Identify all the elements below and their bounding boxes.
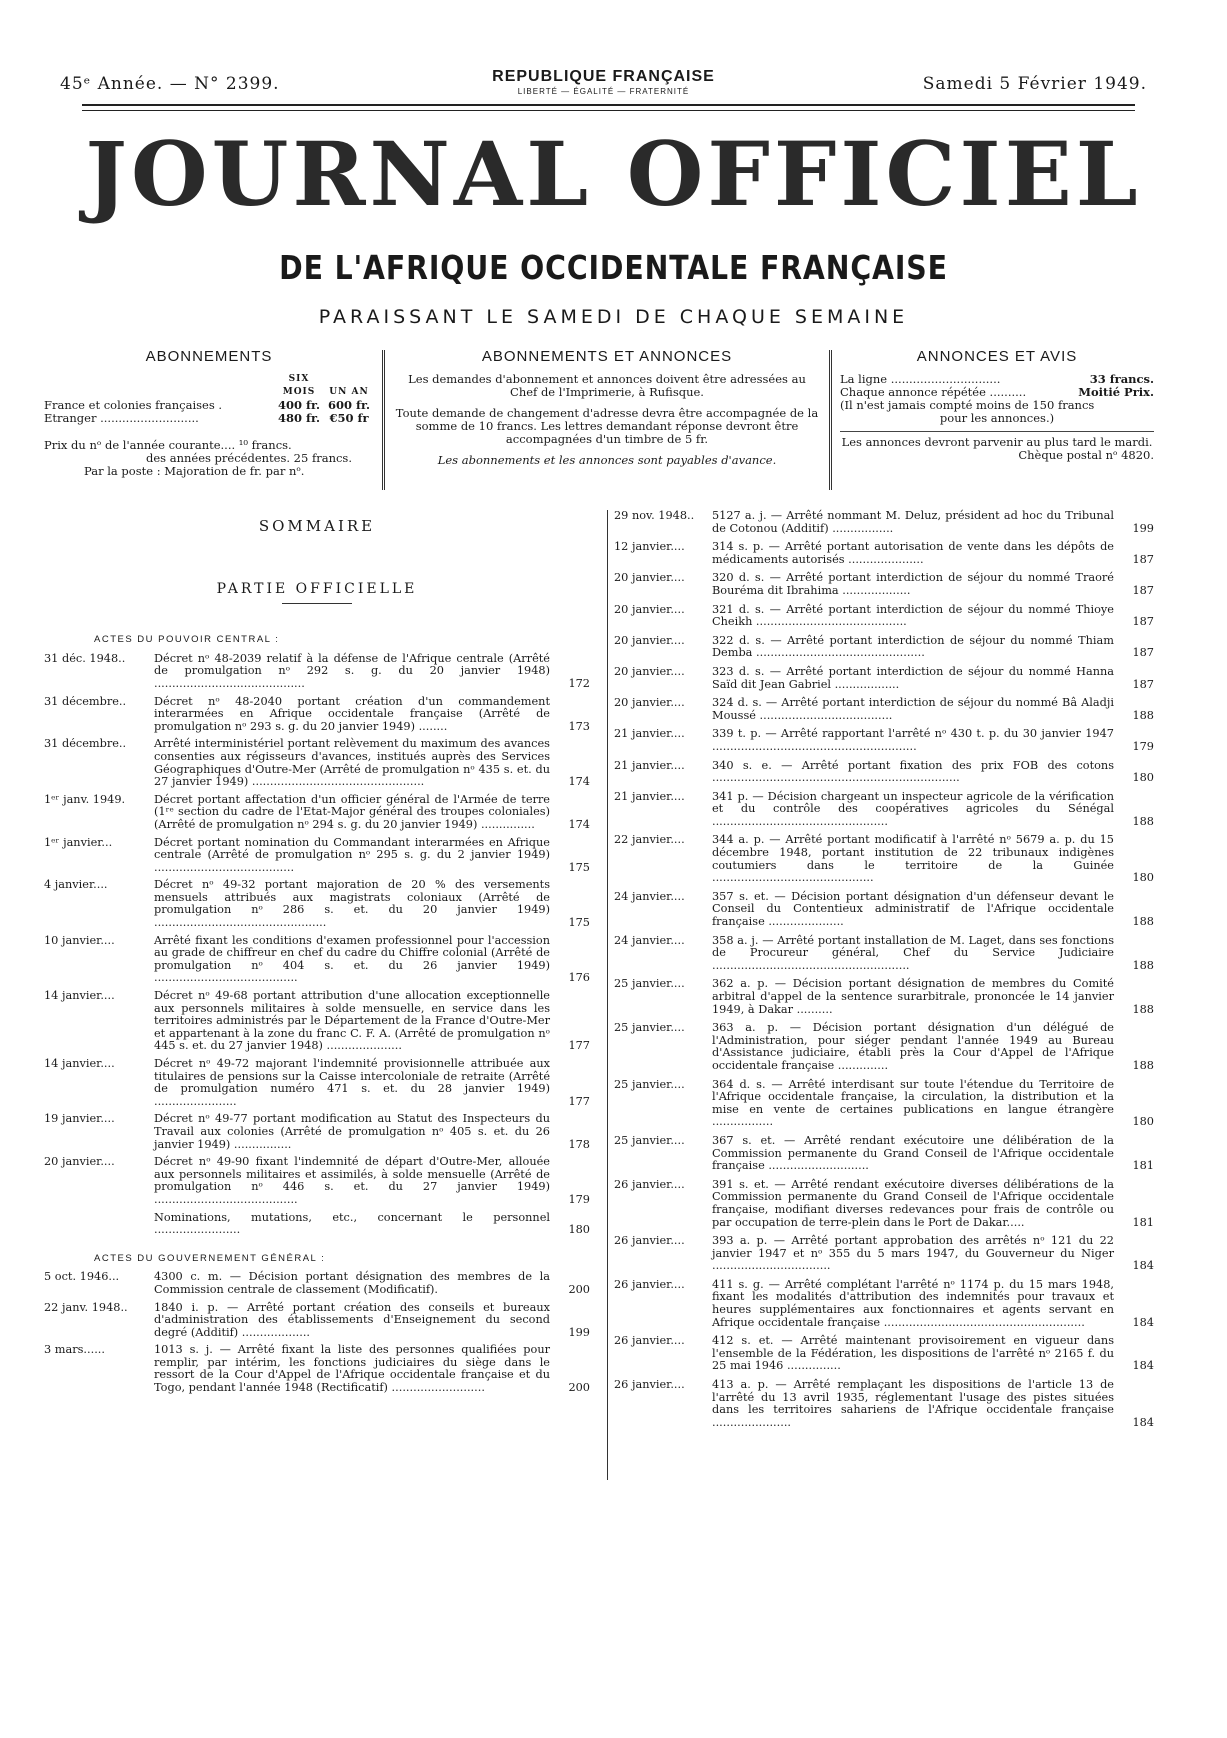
entry-page: 175 [568, 860, 590, 874]
sommaire-entry [614, 1279, 1154, 1329]
entry-text: 412 s. et. — Arrêté maintenant provisoirement en vigueur dans l'ensemble de la Fédération, les dispositions de l'arrêté nᵒ 2165 f. du 25 mai 1946 ............... [712, 1334, 1114, 1373]
sommaire-entry [44, 990, 590, 1053]
entry-date: 26 janvier.... [614, 1178, 685, 1191]
entry-text: 367 s. et. — Arrêté rendant exécutoire une délibération de la Commission permanente du Grand Conseil de l'Afrique occidentale française ............................ [712, 1133, 1114, 1173]
entry-page: 200 [568, 1381, 590, 1395]
entry-text: 5127 a. j. — Arrêté nommant M. Deluz, président ad hoc du Tribunal de Cotonou (Additif) ................. [712, 509, 1114, 535]
sommaire-entry [614, 1179, 1154, 1229]
entry-text: Décret nᵒ 48-2039 relatif à la défense de l'Afrique centrale (Arrêté de promulgation nᵒ 292 s. g. du 20 janvier 1948) .......................................... [154, 651, 550, 690]
entry-page: 188 [1132, 1002, 1154, 1016]
issue-number: 45ᵉ Année. — N° 2399. [60, 74, 280, 94]
entry-date: 5 oct. 1946... [44, 1271, 120, 1284]
entry-date: 20 janvier.... [614, 572, 685, 585]
sommaire-entry [44, 837, 590, 875]
entry-page: 184 [1132, 1415, 1154, 1429]
abonnements-box [44, 350, 374, 490]
entry-page: 184 [1132, 1259, 1154, 1273]
entry-page: 177 [568, 1039, 590, 1053]
entry-date: 31 décembre.. [44, 695, 127, 708]
entry-page: 180 [1132, 1115, 1154, 1129]
sommaire-entry [44, 1344, 590, 1394]
sommaire-columns [44, 510, 1154, 1510]
entry-page: 188 [1132, 708, 1154, 722]
entry-text: 413 a. p. — Arrêté remplaçant les dispositions de l'article 13 de l'arrêté du 13 avril 1935, réglementant l'usage des pistes situées dans les territoires sahariens de l'Afrique occidentale française ...................... [712, 1378, 1114, 1429]
abonnement-row: Etranger ........................... 480 fr. €50 fr [44, 411, 369, 425]
masthead-tagline: PARAISSANT LE SAMEDI DE CHAQUE SEMAINE [318, 306, 909, 328]
entry-page: 181 [1132, 1215, 1154, 1229]
entry-text: 4300 c. m. — Décision portant désignation des membres de la Commission centrale de classement (Modificatif). [154, 1270, 550, 1296]
entries-list [44, 1271, 590, 1394]
entry-date: 21 janvier.... [614, 790, 685, 803]
sommaire-entry [44, 1113, 590, 1151]
entry-page: 199 [568, 1325, 590, 1339]
sommaire-entry [614, 697, 1154, 722]
sommaire-entry [44, 738, 590, 788]
entry-date: 10 janvier.... [44, 934, 115, 947]
entry-date: 25 janvier.... [614, 1134, 685, 1147]
entry-date: 14 janvier.... [44, 990, 115, 1003]
price-line: des années précédentes. 25 francs. [146, 451, 352, 465]
entry-text: 393 a. p. — Arrêté portant approbation des arrêtés nᵒ 121 du 22 janvier 1947 et nᵒ 355 du 5 mars 1947, du Gouverneur du Niger ................................. [712, 1234, 1114, 1273]
entry-date: 24 janvier.... [614, 934, 685, 947]
entry-text: Décret nᵒ 49-68 portant attribution d'une allocation exceptionnelle aux personnels militaires à solde mensuelle, en service dans les territoires administrés par le Département de la France d'Outre-Mer et appartenant à la zone du franc C. F. A. (Arrêté de promulgation nᵒ 445 s. et. du 27 janvier 1948) ..................... [154, 989, 550, 1053]
sommaire-entry [614, 604, 1154, 629]
entry-page: 200 [568, 1282, 590, 1296]
entry-page: 187 [1132, 583, 1154, 597]
entry-text: 341 p. — Décision chargeant un inspecteur agricole de la vérification et du contrôle des coopératives agricoles du Sénégal ................................................. [712, 789, 1114, 828]
entry-page: 177 [568, 1094, 590, 1108]
delai-text: Les annonces devront parvenir au plus tard le mardi. [840, 431, 1154, 449]
entry-page: 199 [1132, 521, 1154, 535]
annonces-avis-heading: ANNONCES ET AVIS [916, 348, 1078, 365]
entry-text: Décret portant nomination du Commandant interarmées en Afrique centrale (Arrêté de promulgation nᵒ 295 s. g. du 2 janvier 1949) ....................................... [154, 835, 550, 874]
entries-list [44, 653, 590, 1237]
entry-page: 179 [568, 1192, 590, 1206]
entry-page: 180 [1132, 871, 1154, 885]
entry-page: 187 [1132, 615, 1154, 629]
abonnements-col-headers [44, 373, 374, 399]
entry-text: 314 s. p. — Arrêté portant autorisation de vente dans les dépôts de médicaments autorisés ..................... [712, 540, 1114, 566]
masthead-title: JOURNAL OFFICIEL [85, 122, 1142, 226]
republic-name: REPUBLIQUE FRANÇAISE [492, 68, 715, 85]
sommaire-entry [44, 794, 590, 832]
entry-page: 184 [1132, 1315, 1154, 1329]
entry-text: 340 s. e. — Arrêté portant fixation des prix FOB des cotons ..................................................................... [712, 758, 1114, 785]
entry-date: 31 déc. 1948.. [44, 652, 126, 665]
entry-date [44, 1212, 154, 1237]
entry-date: 12 janvier.... [614, 541, 685, 554]
entry-page: 188 [1132, 814, 1154, 828]
tarif-note: (Il n'est jamais compté moins de 150 francs [840, 398, 1095, 412]
partie-officielle-title: PARTIE OFFICIELLE [216, 580, 418, 597]
sommaire-entry [44, 1156, 590, 1206]
sommaire-entry [44, 696, 590, 734]
entry-date: 1ᵉʳ janvier... [44, 836, 113, 849]
entry-date: 26 janvier.... [614, 1335, 685, 1348]
entry-page: 174 [568, 817, 590, 831]
entry-date: 19 janvier.... [44, 1113, 115, 1126]
entry-page: 187 [1132, 646, 1154, 660]
entry-text: 1013 s. j. — Arrêté fixant la liste des personnes qualifiées pour remplir, par intérim, les fonctions judiciaires du siège dans le ressort de la Cour d'Appel de l'Afrique occidentale française et du Togo, pendant l'année 1948 (Rectificatif) .......................... [154, 1343, 550, 1395]
tarif-note: pour les annonces.) [939, 411, 1055, 425]
entry-text: Décret nᵒ 49-90 fixant l'indemnité de départ d'Outre-Mer, allouée aux personnels militaires et assimilés, à solde mensuelle (Arrêté de promulgation nᵒ 446 s. et. du 27 janvier 1949) ........................................ [154, 1155, 550, 1206]
sommaire-entry [614, 891, 1154, 929]
entry-page: 178 [568, 1137, 590, 1151]
entry-date: 3 mars...... [44, 1344, 105, 1357]
sommaire-entry [614, 1022, 1154, 1072]
sommaire-entry [614, 635, 1154, 660]
entry-page: 187 [1132, 552, 1154, 566]
sommaire-entry [614, 1079, 1154, 1129]
entry-date: 26 janvier.... [614, 1278, 685, 1291]
sommaire-entry [614, 728, 1154, 753]
top-line [60, 68, 1147, 98]
price-line: Par la poste : Majoration de fr. par nᵒ. [84, 464, 305, 478]
entry-text: Arrêté fixant les conditions d'examen professionnel pour l'accession au grade de chiffreur en chef du cadre du Chiffre colonial (Arrêté de promulgation nᵒ 404 s. et. du 26 janvier 1949) ........................................ [154, 933, 550, 985]
entry-text: 339 t. p. — Arrêté rapportant l'arrêté nᵒ 430 t. p. du 30 janvier 1947 ......................................................... [712, 727, 1114, 753]
annonces-paragraph: Les demandes d'abonnement et annonces doivent être adressées au Chef de l'Imprimerie, à Rufisque. [408, 372, 806, 399]
annonces-avis-box [840, 350, 1154, 490]
sommaire-left-column [44, 510, 590, 1400]
entry-date: 25 janvier.... [614, 978, 685, 991]
entry-text: Décret nᵒ 49-77 portant modification au Statut des Inspecteurs du Travail aux colonies (Arrêté de promulgation nᵒ 405 s. et. du 26 janvier 1949) ................ [154, 1112, 550, 1151]
header-rule-bottom [82, 110, 1135, 111]
entry-text: 344 a. p. — Arrêté portant modificatif à l'arrêté nᵒ 5679 a. p. du 15 décembre 1948, portant institution de 22 tribunaux indigènes coutumiers dans le territoire de la Guinée ............................................. [712, 833, 1114, 885]
entry-text: Décret nᵒ 48-2040 portant création d'un commandement interarmées en Afrique occidentale française (Arrêté de promulgation nᵒ 293 s. g. du 20 janvier 1949) ........ [154, 694, 550, 733]
entry-text: 321 d. s. — Arrêté portant interdiction de séjour du nommé Thioye Cheikh .......................................... [712, 602, 1114, 629]
sommaire-entry [614, 1235, 1154, 1273]
sommaire-entry [614, 935, 1154, 973]
entry-text: 363 a. p. — Décision portant désignation d'un délégué de l'Administration, pour siéger pendant l'année 1949 au Bureau d'Assistance judiciaire, établi près la Cour d'Appel de l'Afrique occidentale française .............. [712, 1021, 1114, 1072]
sommaire-entry [44, 1212, 590, 1237]
section-heading: ACTES DU GOUVERNEMENT GÉNÉRAL : [94, 1252, 326, 1264]
entry-text: 323 d. s. — Arrêté portant interdiction de séjour du nommé Hanna Saïd dit Jean Gabriel .................. [712, 664, 1114, 691]
entry-date: 22 janv. 1948.. [44, 1301, 128, 1314]
sommaire-entry [614, 510, 1154, 535]
section-heading: ACTES DU POUVOIR CENTRAL : [94, 634, 280, 646]
sommaire-right-column [607, 510, 1154, 1480]
entry-text: Décret nᵒ 49-32 portant majoration de 20 % des versements mensuels attribués aux magistrats coloniaux (Arrêté de promulgation nᵒ 286 s. et. du 20 janvier 1949) ................................................ [154, 878, 550, 930]
annonces-paragraph: Toute demande de changement d'adresse devra être accompagnée de la somme de 10 francs. Les lettres demandant réponse devront être accompagnées d'un timbre de 5 fr. [395, 406, 819, 446]
entry-text: Décret portant affectation d'un officier général de l'Armée de terre (1ʳᵉ section du cadre de l'Etat-Major général des troupes coloniales) (Arrêté de promulgation nᵒ 294 s. g. du 20 janvier 1949) ............... [154, 792, 550, 831]
col-un-an: UN AN [329, 387, 369, 397]
entry-date: 26 janvier.... [614, 1235, 685, 1248]
abonnements-heading: ABONNEMENTS [145, 348, 273, 365]
sommaire-entry [614, 1379, 1154, 1429]
entry-date: 22 janvier.... [614, 834, 685, 847]
entry-date: 20 janvier.... [614, 634, 685, 647]
entry-text: 411 s. g. — Arrêté complétant l'arrêté nᵒ 1174 p. du 15 mars 1948, fixant les modalités d'attribution des indemnités pour travaux et heures supplémentaires aux fonctionnaires et agents servant en Afrique occidentale française ........................................................ [712, 1277, 1114, 1329]
entry-text: 391 s. et. — Arrêté rendant exécutoire diverses délibérations de la Commission permanente du Grand Conseil de l'Afrique occidentale française, modifiant diverses redevances pour frais de contrôle ou par occupation de terre-plein dans le Port de Dakar..... [712, 1177, 1114, 1229]
entry-date: 21 janvier.... [614, 759, 685, 772]
entry-page: 174 [568, 775, 590, 789]
sommaire-entry [614, 834, 1154, 884]
sommaire-entry [44, 653, 590, 691]
entry-text: Nominations, mutations, etc., concernant le personnel ........................ [154, 1210, 550, 1237]
abonnement-row: France et colonies françaises . 400 fr. 600 fr. [44, 398, 370, 412]
issue-date: Samedi 5 Février 1949. [922, 74, 1147, 94]
entry-date: 20 janvier.... [44, 1156, 115, 1169]
sommaire-entry [614, 666, 1154, 691]
sommaire-entry [614, 572, 1154, 597]
subscription-boxes [44, 350, 1154, 490]
entry-text: 322 d. s. — Arrêté portant interdiction de séjour du nommé Thiam Demba ............................................... [712, 633, 1114, 660]
entry-page: 188 [1132, 1058, 1154, 1072]
sommaire-entry [44, 935, 590, 985]
sommaire-entry [614, 1335, 1154, 1373]
tarif-row: La ligne .............................. 33 francs. [840, 372, 1154, 386]
entry-date: 29 nov. 1948.. [614, 510, 695, 522]
sommaire-entry [614, 760, 1154, 785]
abonnements-annonces-heading: ABONNEMENTS ET ANNONCES [481, 348, 733, 365]
entry-text: 364 d. s. — Arrêté interdisant sur toute l'étendue du Territoire de l'Afrique occidentale française, la circulation, la distribution et la mise en vente de certaines publications en langue étrangère ................. [712, 1077, 1114, 1129]
republic-motto: LIBERTÉ — ÉGALITÉ — FRATERNITÉ [517, 87, 690, 96]
abonnements-annonces-box [382, 350, 832, 490]
entry-date: 21 janvier.... [614, 728, 685, 741]
entry-page: 176 [568, 971, 590, 985]
entry-date: 14 janvier.... [44, 1058, 115, 1070]
entry-text: 1840 i. p. — Arrêté portant création des conseils et bureaux d'administration des établissements d'Enseignement du second degré (Additif) ................... [154, 1300, 550, 1339]
tarif-row: Chaque annonce répétée .......... Moitié Prix. [840, 385, 1154, 399]
entry-text: 320 d. s. — Arrêté portant interdiction de séjour du nommé Traoré Bouréma dit Ibrahima ................... [712, 571, 1114, 597]
entry-text: 324 d. s. — Arrêté portant interdiction de séjour du nommé Bâ Aladji Moussé ..................................... [712, 696, 1114, 722]
sommaire-entry [614, 1135, 1154, 1173]
entry-date: 31 décembre.. [44, 738, 127, 751]
entry-page: 181 [1132, 1159, 1154, 1173]
annonces-paragraph: Les abonnements et les annonces sont payables d'avance. [437, 453, 777, 467]
col-six-mois: SIX MOIS [282, 374, 316, 397]
short-rule [282, 603, 352, 604]
sommaire-entry [44, 1271, 590, 1296]
entry-page: 173 [568, 719, 590, 733]
sommaire-entry [44, 879, 590, 929]
entry-page: 179 [1132, 739, 1154, 753]
sommaire-entry [44, 1302, 590, 1340]
entry-text: 357 s. et. — Décision portant désignation d'un défenseur devant le Conseil du Contentieux administratif de l'Afrique occidentale française ..................... [712, 889, 1114, 929]
entry-date: 20 janvier.... [614, 665, 685, 678]
entry-text: Décret nᵒ 49-72 majorant l'indemnité provisionnelle attribuée aux titulaires de pensions sur la Caisse intercoloniale de retraite (Arrêté de promulgation numéro 471 s. et. du 28 janvier 1949) ....................... [154, 1057, 550, 1108]
entry-page: 172 [568, 676, 590, 690]
entry-date: 25 janvier.... [614, 1022, 685, 1035]
entry-date: 20 janvier.... [614, 603, 685, 616]
entry-date: 1ᵉʳ janv. 1949. [44, 793, 126, 806]
masthead-subtitle: DE L'AFRIQUE OCCIDENTALE FRANÇAISE [279, 248, 948, 287]
sommaire-title: SOMMAIRE [258, 517, 376, 535]
sommaire-entry [614, 791, 1154, 829]
entry-page: 184 [1132, 1359, 1154, 1373]
entry-page: 188 [1132, 958, 1154, 972]
cheque-postal: Chèque postal nᵒ 4820. [1018, 448, 1154, 462]
sommaire-entry [614, 978, 1154, 1016]
entry-date: 20 janvier.... [614, 697, 685, 710]
entry-text: Arrêté interministériel portant relèvement du maximum des avances consenties aux régisseurs d'avances, institués auprès des Services Géographiques d'Outre-Mer (Arrêté de promulgation nᵒ 435 s. et. du 27 janvier 1949) ................................................ [154, 737, 550, 789]
entry-date: 24 janvier.... [614, 890, 685, 903]
entry-date: 26 janvier.... [614, 1379, 685, 1392]
entry-page: 188 [1132, 915, 1154, 929]
sommaire-entry [614, 541, 1154, 566]
header-rule-top [82, 104, 1135, 106]
entry-date: 4 janvier.... [44, 879, 108, 892]
entries-list [614, 510, 1154, 1429]
entry-date: 25 janvier.... [614, 1078, 685, 1091]
price-line: Prix du nᵒ de l'année courante.... ¹⁰ francs. [44, 438, 292, 452]
entry-page: 180 [568, 1223, 590, 1237]
entry-page: 175 [568, 916, 590, 930]
entry-page: 180 [1132, 771, 1154, 785]
entry-text: 362 a. p. — Décision portant désignation de membres du Comité arbitral d'appel de la sentence surarbitrale, prononcée le 14 janvier 1949, à Dakar .......... [712, 977, 1114, 1016]
entry-page: 187 [1132, 677, 1154, 691]
entry-text: 358 a. j. — Arrêté portant installation de M. Laget, dans ses fonctions de Procureur général, Chef du Service Judiciaire ....................................................... [712, 933, 1114, 972]
sommaire-entry [44, 1058, 590, 1108]
